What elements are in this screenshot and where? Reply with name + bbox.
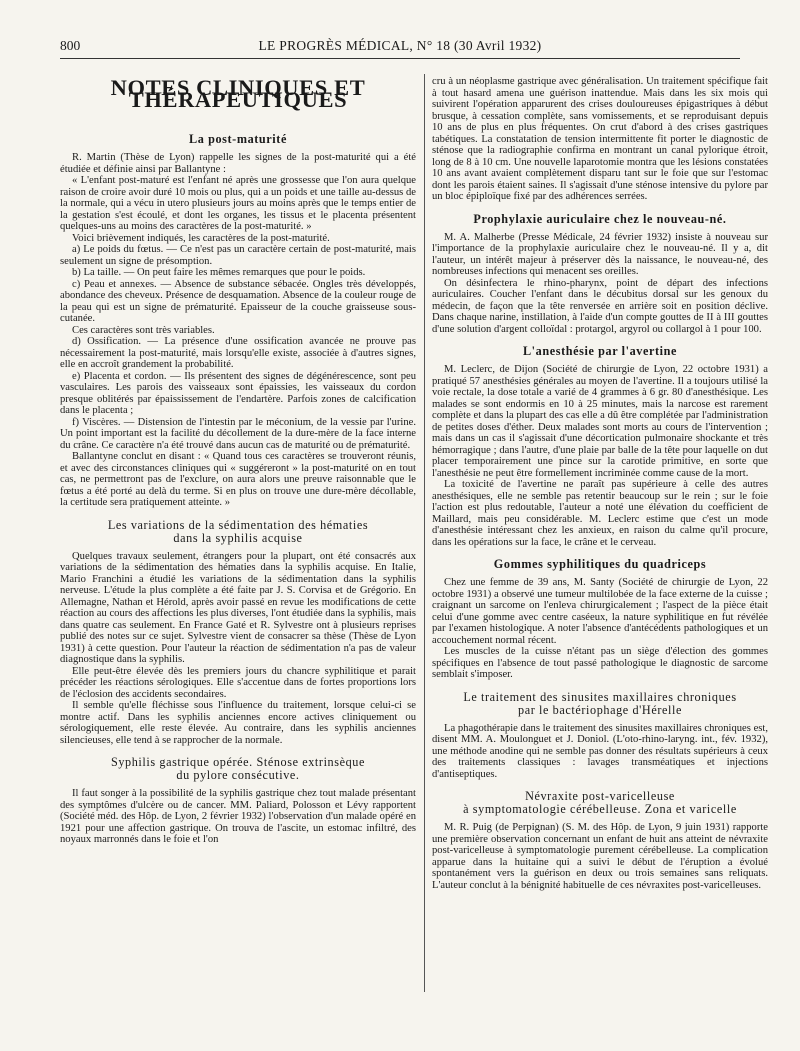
journal-header: LE PROGRÈS MÉDICAL, N° 18 (30 Avril 1932) [258,38,542,53]
running-header [60,38,740,54]
paragraph: La phagothérapie dans le traitement des sinusites maxillaires chroniques est, disent MM. A. Moulonguet et J. Doniol. (L'oto-rhino-laryng. int., fév. 1932), une méthode anodine qui ne semble pas donner des résultats supérieurs à ceux des traitements classiques : lavages transméatiques et injections d'antiseptiques. [432,722,768,780]
paragraph: « L'enfant post-maturé est l'enfant né après une grossesse que l'on aura quelque raison de croire avoir duré 10 mois ou plus, qui a un poids et une taille au-dessus de la normale, qui a vécu in utero plusieurs jours au moins après que le temps entier de la gestation s'est écoulé, et dont les organes, les tissus et le placenta présentent quelques-uns au moins des caractères de la post-maturité. » [60,175,416,232]
paragraph: On désinfectera le rhino-pharynx, point de départ des infections auriculaires. Coucher l'enfant dans le décubitus dorsal sur les genoux du médecin, de façon que la tête renversée en arrière soit en position déclive. Dans chaque narine, instillation, à l'aide d'un compte gouttes de II à III gouttes d'une solution d'argent colloïdal : protargol, argyrol ou collargol à 1 pour 100. [432,277,768,335]
paragraph: cru à un néoplasme gastrique avec généralisation. Un traitement spécifique fait à tout hasard amena une guérison inattendue. Mais dans les six mois qui suivirent l'opération apparurent des crises douloureuses épigastriques à début brusque, à cessation complète, sans vomissements, et se reproduisant depuis 10 ans de plus en plus fréquentes. On crut d'abord à des crises gastriques tabétiques. La constatation de tension intermittente fit porter le diagnostic de sténose que la radiographie confirma en montrant un canal pylorique étroit, long de 8 à 10 cm. Une nouvelle laparotomie montra que les lésions constatées 10 ans avant avaient complètement disparu tant sur le foie que sur l'estomac dont les parois étaient saines. Il s'agissait d'une sténose intensive du pylore par un bloc épiploïque fixé par des adhérences serrées. [432,76,768,202]
paragraph: c) Peau et annexes. — Absence de substance sébacée. Ongles très développés, abondance des cheveux. Présence de desquamation. Absence de la couleur rouge de la peau qui est un signe de prématurité. Epaisseur de la couche graisseuse sous-cutanée. [60,278,416,324]
section-title: Les variations de la sédimentation des hématies dans la syphilis acquise [107,517,369,545]
paragraph: d) Ossification. — La présence d'une ossification avancée ne prouve pas nécessairement la post-maturité, mais lorsqu'elle existe, associée à d'autres signes, elle en accroît grandement la probabilité. [60,336,416,370]
paragraph: b) La taille. — On peut faire les mêmes remarques que pour le poids. [72,267,366,278]
column-divider [424,74,425,992]
section-title: Gommes syphilitiques du quadriceps [493,557,707,571]
paragraph: Chez une femme de 39 ans, M. Santy (Société de chirurgie de Lyon, 22 octobre 1931) a observé une tumeur multilobée de la face externe de la cuisse ; craignant un sarcome on l'enleva chirurgicalement ; l'aspect de la pièce était celui d'une gomme avec centre caséeux, la nature syphilitique en fut révélée par l'examen histologique. A noter l'absence d'antécédents pathologiques et un accouchement normal récent. [432,577,768,646]
section-title: Syphilis gastrique opérée. Sténose extrinsèque du pylore consécutive. [110,755,366,782]
section-title: Prophylaxie auriculaire chez le nouveau-né. [473,211,727,226]
paragraph: Les muscles de la cuisse n'étant pas un siège d'élection des gommes spécifiques en l'absence de tout passé pathologique le diagnostic de sarcome semblait s'imposer. [432,646,768,680]
paragraph: R. Martin (Thèse de Lyon) rappelle les signes de la post-maturité qui a été étudiée et définie ainsi par Ballantyne : [60,152,416,175]
paragraph: Il faut songer à la possibilité de la syphilis gastrique chez tout malade présentant des symptômes d'ulcère ou de cancer. MM. Paliard, Polosson et Lévy rapportent (Société méd. des Hôp. de Lyon, 2 février 1932) l'observation d'un malade opéré en 1921 pour une affection gastrique. On trouva de l'ascite, un estomac infiltré, des noyaux marronnés dans le foie et l'on [60,788,416,845]
paragraph: M. R. Puig (de Perpignan) (S. M. des Hôp. de Lyon, 9 juin 1931) rapporte une première observation concernant un enfant de huit ans atteint de névraxite post-varicelleuse à symptomatologie purement cérébelleuse. La complication apparue dans la huitaine qui a suivi le début de l'éruption a évolué spontanément vers la guérison en deux ou trois semaines sans reliquats. L'auteur conclut à la bénignité habituelle de ces névraxites post-varicelleuses. [432,822,768,891]
paragraph: Voici brièvement indiqués, les caractères de la post-maturité. [72,232,330,244]
paragraph: f) Viscères. — Distension de l'intestin par le méconium, de la vessie par l'urine. Un point important est la facilité du décollement de la dure-mère de la face interne du crâne. Ce caractère n'a été trouvé dans aucun cas de maturité ou de prématurité. [60,416,416,451]
paragraph: Elle peut-être élevée dès les premiers jours du chancre syphilitique et parait précéder les réactions sérologiques. Elle s'accentue dans de fortes proportions lors de l'éclosion des accidents secondaires. [60,665,416,700]
page-title: NOTES CLINIQUES ET THÉRAPEUTIQUES [110,75,366,112]
paragraph: Il semble qu'elle fléchisse sous l'influence du traitement, lorsque celui-ci se montre actif. Dans les syphilis anciennes encore actives cliniquement ou sérologiquement, elle reste élevée. Au contraire, dans les syphilis anciennes silencieuses, elle tend à se rapprocher de la normale. [60,700,416,746]
section-title: La post-maturité [189,132,287,146]
paragraph: Ballantyne conclut en disant : « Quand tous ces caractères se trouveront réunis, et avec des circonstances cliniques qui « suggéreront » la post-maturité on en tout cas, ne permettront pas de l'exclure, on aura alors une preuve raisonnable que le fœtus a été porté au delà du terme. Si en plus on trouve une dure-mère décollable, la certitude sera pratiquement atteinte. » [60,451,416,508]
paragraph: Ces caractères sont très variables. [72,324,215,336]
paragraph: M. A. Malherbe (Presse Médicale, 24 février 1932) insiste à nouveau sur l'importance de la prophylaxie auriculaire chez le nouveau-né. Il y a, dit l'auteur, un intérêt majeur à préserver dès la naissance, le nouveau-né, des nombreuses infections qui menacent ses oreilles. [432,231,768,277]
section-title: Le traitement des sinusites maxillaires chroniques par le bactériophage d'Hérelle [463,689,737,717]
right-column [432,76,768,891]
paragraph: La toxicité de l'avertine ne paraît pas supérieure à celle des autres anesthésiques, elle ne semble pas retentir beaucoup sur le rein ; sur le foie l'action est plus redoutable, l'auteur a noté une élévation du coefficient de Maillard, mais peu considérable. M. Leclerc estime que c'est un mode d'anesthésie intéressant chez les anxieux, en raison du calme qu'il procure, dans les opérations sur la face, le crâne et le cerveau. [432,479,768,548]
paragraph: Quelques travaux seulement, étrangers pour la plupart, ont été consacrés aux variations de la sédimentation des hématies dans la syphilis acquise. En Italie, Mario Franchini a étudié les variations de la sédimentation dans la syphilis nerveuse. L'étude la plus complète a été faite par J. S. Corvisa et de Grégorio. En Allemagne, Nathan et Hérold, après avoir passé en revue les modifications de cette réaction au cours des affections les plus diverses, l'ont étudiée dans la syphilis, mais dans quatre cas seulement. En France Gaté et R. Sylvestre ont à plusieurs reprises publié des notes sur ce sujet. Sylvestre vient de consacrer sa thèse (Thèse de Lyon 1931) à cette question. Pour l'auteur la réaction de sédimentation n'a pas de valeur diagnostique dans la syphilis. [60,550,416,665]
paragraph: M. Leclerc, de Dijon (Société de chirurgie de Lyon, 22 octobre 1931) a pratiqué 57 anesthésies générales au moyen de l'avertine. Il a toujours utilisé la voie rectale, la dose totale a varié de 4 grammes à 6 gr. 80 d'anesthésique. Les malades se sont endormis en 10 à 25 minutes, mais la narcose est rarement complète et dans la plupart des cas elle a dû être complétée par l'administration de petites doses d'éther. Deux malades sont morts au cours de l'intervention ; mais dans un cas il s'agissait d'une décortication pulmonaire shockante et très hémorragique ; dans l'autre, d'une plaie par balle de la tête pour laquelle on dut placer temporairement une pince sur la carotide primitive, en sorte que l'anesthésie ne peut être formellement incriminée comme cause de la mort. [432,364,768,479]
section-title: L'anesthésie par l'avertine [522,344,678,358]
page-number: 800 [60,38,81,53]
paragraph: e) Placenta et cordon. — Ils présentent des signes de dégénérescence, sont peu vasculaires. Les parois des vaisseaux sont épaissies, les vaisseaux du cordon presque oblitérés par épaississement de l'endartère. Parfois zones de calcification dans le placenta ; [60,370,416,416]
section-title: Névraxite post-varicelleuse à symptomatologie cérébelleuse. Zona et varicelle [463,789,737,816]
header-rule [60,58,740,59]
left-column [60,76,416,846]
paragraph: a) Le poids du fœtus. — Ce n'est pas un caractère certain de post-maturité, mais seulement un signe de présomption. [60,244,416,267]
